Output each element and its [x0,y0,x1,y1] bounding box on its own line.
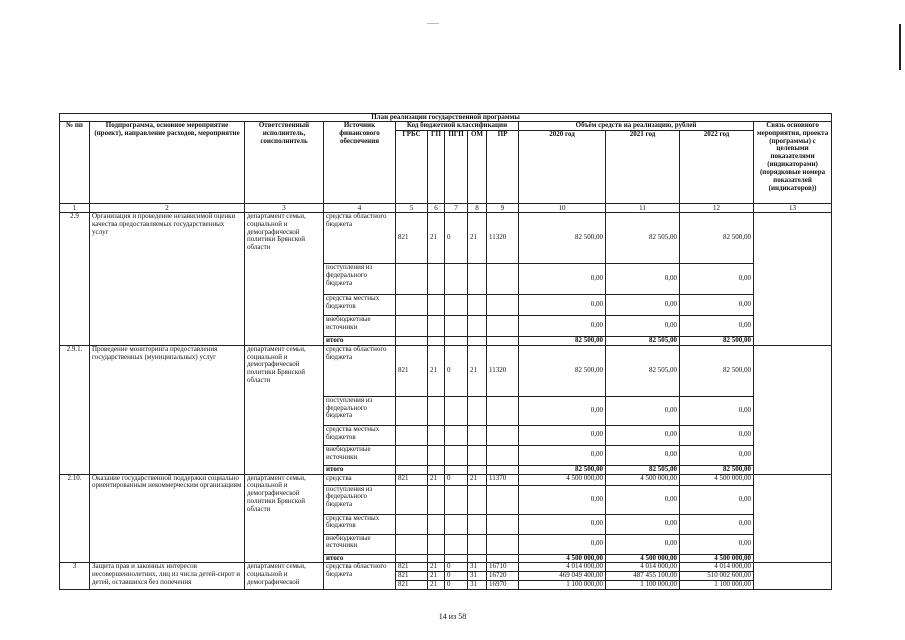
value-2022: 4 500 000,00 [680,474,754,485]
column-number: 7 [445,204,468,213]
source-federal: поступления из федерального бюджета [324,264,396,295]
value-2020: 82 500,00 [519,213,606,264]
source-extra: внебюджетные источники [324,316,396,337]
value-2021: 82 505,00 [606,345,680,396]
source-regional: средства областного бюджета [324,213,396,264]
value-2020: 4 500 000,00 [519,474,606,485]
value-2020: 0,00 [519,534,606,554]
code-om: 21 [468,474,487,485]
value-2020: 469 049 400,00 [519,572,606,581]
row-number: 2.9.1. [60,345,90,474]
value-2020: 0,00 [519,396,606,425]
table-row [60,213,832,264]
code-pgp: 0 [445,213,468,264]
code-pr: 16710 [487,563,519,572]
code-pr: 16970 [487,581,519,590]
source-extra: внебюджетные источники [324,534,396,554]
header-pr: ПР [487,131,519,204]
code-om: 21 [468,345,487,396]
plan-table [59,113,832,590]
total-2022: 82 500,00 [680,465,754,474]
column-number: 8 [468,204,487,213]
header-2020: 2020 год [519,131,606,204]
value-2022: 0,00 [680,425,754,445]
header-2022: 2022 год [680,131,754,204]
code-pgp: 0 [445,474,468,485]
value-2021: 1 100 000,00 [606,581,680,590]
total-2021: 82 505,00 [606,465,680,474]
code-pgp: 0 [445,581,468,590]
header-num: № пп [60,122,90,204]
code-om: 31 [468,572,487,581]
column-number: 12 [680,204,754,213]
value-2021: 0,00 [606,514,680,534]
indicator-link [754,563,832,590]
table-title: План реализации государственной программы [60,114,832,122]
code-pr: 11370 [487,474,519,485]
value-2020: 0,00 [519,425,606,445]
indicator-link [754,345,832,474]
value-2021: 0,00 [606,396,680,425]
source-federal: поступления из федерального бюджета [324,396,396,425]
header-link: Связь основного мероприятия, проекта (программы) с целевыми показателями (индикаторами) (порядковые номера показателей (индикаторов)) [754,122,832,204]
value-2021: 0,00 [606,295,680,316]
table-row [60,563,832,572]
code-gp: 21 [428,213,445,264]
header-executor: Ответственный исполнитель, соисполнитель [245,122,324,204]
code-gp: 21 [428,345,445,396]
value-2022: 0,00 [680,264,754,295]
code-grbs: 821 [396,581,428,590]
total-2022: 82 500,00 [680,337,754,346]
code-gp: 21 [428,572,445,581]
value-2021: 0,00 [606,534,680,554]
scan-mark [427,23,439,24]
value-2020: 0,00 [519,264,606,295]
executor: департамент семьи, социальной и демографической политики Брянской области [245,345,324,474]
column-number: 2 [90,204,245,213]
value-2022: 4 014 000,00 [680,563,754,572]
value-2021: 0,00 [606,264,680,295]
header-gp: ГП [428,131,445,204]
table-row [60,474,832,485]
column-number: 5 [396,204,428,213]
code-pgp: 0 [445,572,468,581]
code-om: 31 [468,581,487,590]
source-regional: средства областного бюджета [324,345,396,396]
value-2021: 82 505,00 [606,213,680,264]
code-gp: 21 [428,563,445,572]
code-gp: 21 [428,581,445,590]
source-regional: средства [324,474,396,485]
total-2021: 4 500 000,00 [606,554,680,563]
source-extra: внебюджетные источники [324,445,396,465]
value-2022: 510 002 600,00 [680,572,754,581]
executor: департамент семьи, социальной и демографической политики Брянской области [245,474,324,563]
value-2021: 4 014 000,00 [606,563,680,572]
total-2020: 82 500,00 [519,337,606,346]
code-grbs: 821 [396,345,428,396]
activity-name: Проведение мониторинга предоставления государственных (муниципальных) услуг [90,345,245,474]
total-2021: 82 505,00 [606,337,680,346]
total-2020: 82 500,00 [519,465,606,474]
column-number: 4 [324,204,396,213]
code-pr: 16720 [487,572,519,581]
code-pr: 11320 [487,213,519,264]
total-2022: 4 500 000,00 [680,554,754,563]
code-grbs: 821 [396,572,428,581]
value-2021: 4 500 000,00 [606,474,680,485]
value-2021: 0,00 [606,316,680,337]
value-2022: 82 500,00 [680,345,754,396]
code-om: 31 [468,563,487,572]
activity-name: Защита прав и законных интересов несовершеннолетних, лиц из числа детей-сирот и детей, оставшихся без попечения [90,563,245,590]
source-total: итого [324,554,396,563]
source-local: средства местных бюджетов [324,425,396,445]
total-2020: 4 500 000,00 [519,554,606,563]
value-2020: 0,00 [519,485,606,514]
value-2021: 0,00 [606,485,680,514]
source-total: итого [324,337,396,346]
row-number: 2.9 [60,213,90,346]
column-number: 9 [487,204,519,213]
header-pgp: ПГП [445,131,468,204]
column-number: 13 [754,204,832,213]
value-2020: 0,00 [519,514,606,534]
code-grbs: 821 [396,213,428,264]
value-2020: 82 500,00 [519,345,606,396]
value-2022: 0,00 [680,534,754,554]
row-number: 2.10. [60,474,90,563]
column-number: 11 [606,204,680,213]
value-2020: 0,00 [519,445,606,465]
column-number: 10 [519,204,606,213]
value-2021: 0,00 [606,445,680,465]
header-subprogram: Подпрограмма, основное мероприятие (проект), направление расходов, мероприятие [90,122,245,204]
source-total: итого [324,465,396,474]
header-2021: 2021 год [606,131,680,204]
value-2022: 82 500,00 [680,213,754,264]
value-2022: 0,00 [680,514,754,534]
header-grbs: ГРБС [396,131,428,204]
table-row [60,345,832,396]
source-local: средства местных бюджетов [324,295,396,316]
source-local: средства местных бюджетов [324,514,396,534]
code-gp: 21 [428,474,445,485]
activity-name: Оказание государственной поддержки социально ориентированным некоммерческим организациям [90,474,245,563]
value-2022: 0,00 [680,295,754,316]
column-number: 3 [245,204,324,213]
value-2022: 1 100 000,00 [680,581,754,590]
page-number: 14 из 58 [438,612,467,621]
value-2020: 4 014 000,00 [519,563,606,572]
row-number: 3 [60,563,90,590]
source-regional: средства областного бюджета [324,563,396,590]
code-om: 21 [468,213,487,264]
value-2020: 1 100 000,00 [519,581,606,590]
header-source: Источник финансового обеспечения [324,122,396,204]
value-2022: 0,00 [680,396,754,425]
indicator-link [754,213,832,346]
header-om: ОМ [468,131,487,204]
code-pgp: 0 [445,563,468,572]
value-2022: 0,00 [680,316,754,337]
value-2021: 487 455 100,00 [606,572,680,581]
code-pgp: 0 [445,345,468,396]
value-2020: 0,00 [519,295,606,316]
executor: департамент семьи, социальной и демографической [245,563,324,590]
code-grbs: 821 [396,474,428,485]
code-pr: 11320 [487,345,519,396]
activity-name: Организация и проведение независимой оценки качества предоставляемых государственных услуг [90,213,245,346]
value-2022: 0,00 [680,485,754,514]
executor: департамент семьи, социальной и демографической политики Брянской области [245,213,324,346]
source-federal: поступления из федерального бюджета [324,485,396,514]
column-number: 6 [428,204,445,213]
code-grbs: 821 [396,563,428,572]
value-2020: 0,00 [519,316,606,337]
header-volume: Объём средств на реализацию, рублей [519,122,754,131]
header-budget-code: Код бюджетной классификации [396,122,519,131]
value-2021: 0,00 [606,425,680,445]
indicator-link [754,474,832,563]
value-2022: 0,00 [680,445,754,465]
scan-edge [899,24,901,70]
column-number: 1 [60,204,90,213]
